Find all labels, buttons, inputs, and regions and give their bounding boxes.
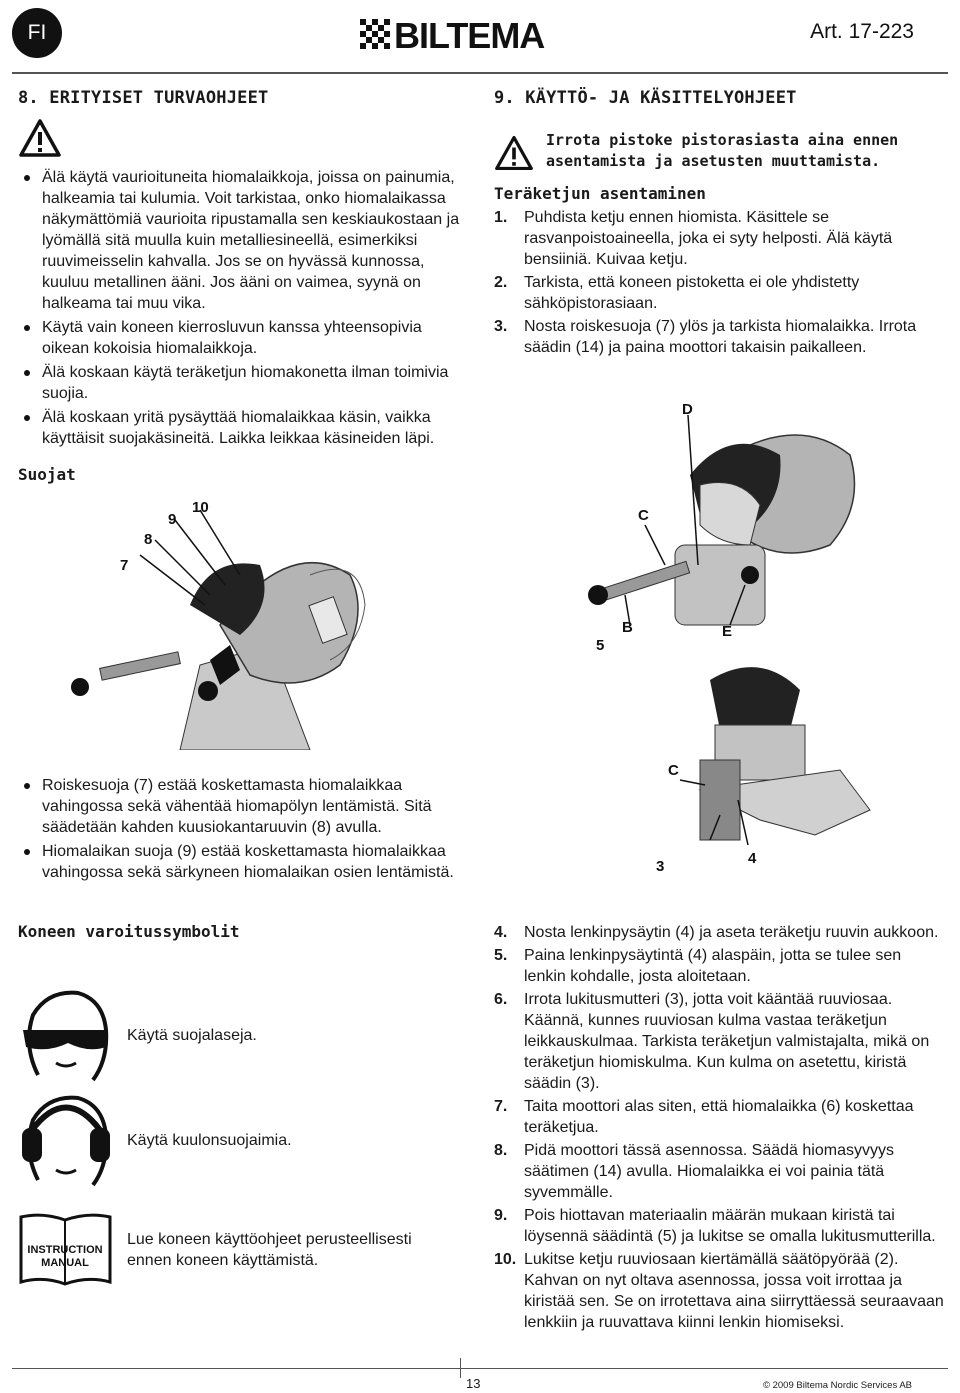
list-item: 6. Irrota lukitusmutteri (3), jotta voit kääntää ruuviosaa. Käännä, kunnes ruuviosan kulma vastaa teräketjun leikkauskulmaa. Tarkista teräketjun valmistajalta, mikä on teräketjun hiomiskulma. Kun kulma on asetettu, kiristä säädin (3).: [494, 991, 930, 1092]
list-item: 7. Taita moottori alas siten, että hiomalaikka (6) koskettaa teräketjua.: [494, 1098, 914, 1136]
list-item: Älä käytä vaurioituneita hiomalaikkoja, joissa on painumia, halkeamia tai kulumia. Voit tarkistaa, onko hiomalaikassa näkymättömiä vaurioita ripustamalla sen keskiaukostaan ja lyömällä sitä muulla kuin metalliesineellä, esimerkiksi ruuvimeisselin kahvalla. Jos se on hyvässä kunnossa, kuuluu metallinen ääni. Jos ääni on vaimea, syynä on halkeama tai muu vika.: [18, 167, 468, 314]
guards-list: [18, 775, 468, 886]
label-4: 4: [748, 850, 757, 867]
right-column: [494, 88, 944, 360]
label-d: D: [682, 401, 693, 418]
assembly-figure-1: [580, 395, 880, 655]
list-item: Älä koskaan yritä pysäyttää hiomalaikkaa käsin, vaikka käyttäisit suojakäsineitä. Laikka leikkaa käsineiden läpi.: [18, 407, 468, 449]
assembly-figure-2: [640, 660, 880, 875]
page-header: [0, 0, 960, 70]
list-item: Hiomalaikan suoja (9) estää koskettamasta hiomalaikkaa vahingossa sekä särkyneen hiomalaikan osien lentämistä.: [18, 841, 468, 883]
sharpener-illustration: [60, 495, 390, 750]
list-item: 2. Tarkista, että koneen pistoketta ei ole yhdistetty sähköpistorasiaan.: [494, 274, 860, 312]
steps-list: [494, 207, 944, 358]
symbol-glasses: [18, 985, 257, 1085]
biltema-logo: [360, 15, 600, 53]
safety-list: [18, 167, 468, 449]
label-10: 10: [192, 499, 209, 516]
list-item: Älä koskaan käytä teräketjun hiomakonetta ilman toimivia suojia.: [18, 362, 468, 404]
left-column: [18, 88, 468, 452]
list-item: 8. Pidä moottori tässä asennossa. Säädä hiomasyvyys säätimen (14) avulla. Hiomalaikka ei voi painia tätä syvemmälle.: [494, 1142, 894, 1201]
list-item: 10. Lukitse ketju ruuviosaan kiertämällä säätöpyörää (2). Kahvan on nyt oltava asennossa, jossa voit irrottaa ja kiristää sen. Se on irrotettava aina siirryttäessä seuraavaan lenkkiin ja ruuvattava kiinni lenkin hiomiseksi.: [494, 1251, 944, 1331]
label-e: E: [722, 623, 733, 640]
symbol-manual: [18, 1212, 457, 1287]
copyright: © 2009 Biltema Nordic Services AB: [762, 1380, 912, 1391]
header-rule: [12, 72, 948, 74]
manual-line-2: MANUAL: [41, 1257, 89, 1269]
guards-figure: [60, 495, 390, 750]
label-8: 8: [144, 531, 153, 548]
guards-title: Suojat: [18, 465, 76, 484]
footer-divider: [460, 1358, 461, 1378]
symbol-caption: Käytä kuulonsuojaimia.: [127, 1131, 292, 1149]
instruction-manual-icon: [18, 1212, 113, 1287]
warning-triangle-icon: [18, 118, 62, 158]
language-badge: FI: [12, 8, 62, 58]
list-item: 3. Nosta roiskesuoja (7) ylös ja tarkista hiomalaikka. Irrota säädin (14) ja paina moottori takaisin paikalleen.: [494, 318, 917, 356]
symbol-hearing: [18, 1090, 292, 1190]
label-b: B: [622, 619, 633, 636]
list-item: Roiskesuoja (7) estää koskettamasta hiomalaikkaa vahingossa sekä vähentää hiomapölyn lentämistä. Sitä säädetään kahden kuusiokantaruuvin (8) avulla.: [18, 775, 468, 838]
warning-symbols-title: Koneen varoitussymbolit: [18, 922, 240, 941]
logo-text: BILTEMA: [394, 15, 545, 53]
safety-glasses-icon: [18, 985, 113, 1085]
symbol-caption: Käytä suojalaseja.: [127, 1026, 257, 1044]
label-3: 3: [656, 858, 665, 875]
list-item: 1. Puhdista ketju ennen hiomista. Käsittele se rasvanpoistoaineella, joka ei syty helposti. Älä käytä bensiiniä. Kuivaa ketju.: [494, 209, 893, 268]
hearing-protection-icon: [18, 1090, 113, 1190]
article-number: Art. 17-223: [810, 20, 914, 43]
sharpener-illustration: [580, 395, 880, 655]
label-5: 5: [596, 637, 605, 654]
warning-text: Irrota pistoke pistorasiasta aina ennen asentamista ja asetusten muuttamista.: [546, 131, 899, 170]
label-c: C: [638, 507, 649, 524]
footer-rule: [12, 1368, 948, 1369]
chain-install-title: Teräketjun asentaminen: [494, 184, 706, 203]
warning-note: [494, 130, 944, 172]
list-item: 5. Paina lenkinpysäytintä (4) alaspäin, jotta se tulee sen lenkin kohdalle, josta aloitetaan.: [494, 947, 902, 985]
page-number: 13: [466, 1376, 481, 1391]
steps-list-continued: [494, 922, 944, 1335]
manual-line-1: INSTRUCTION: [27, 1244, 103, 1256]
section-8-title: 8. ERITYISET TURVAOHJEET: [18, 88, 269, 108]
section-9-title: 9. KÄYTTÖ- JA KÄSITTELYOHJEET: [494, 88, 797, 108]
symbol-caption: Lue koneen käyttöohjeet perusteellisesti ennen koneen käyttämistä.: [127, 1230, 412, 1269]
label-7: 7: [120, 557, 129, 574]
list-item: Käytä vain koneen kierrosluvun kanssa yhteensopivia oikean kokoisia hiomalaikkoja.: [18, 317, 468, 359]
list-item: 9. Pois hiottavan materiaalin määrän mukaan kiristä tai löysennä säädintä (5) ja lukitse se omalla lukitusmutterilla.: [494, 1207, 936, 1245]
warning-triangle-icon: [494, 134, 534, 172]
label-9: 9: [168, 511, 177, 528]
list-item: 4. Nosta lenkinpysäytin (4) ja aseta teräketju ruuvin aukkoon.: [494, 924, 939, 941]
label-c: C: [668, 762, 679, 779]
